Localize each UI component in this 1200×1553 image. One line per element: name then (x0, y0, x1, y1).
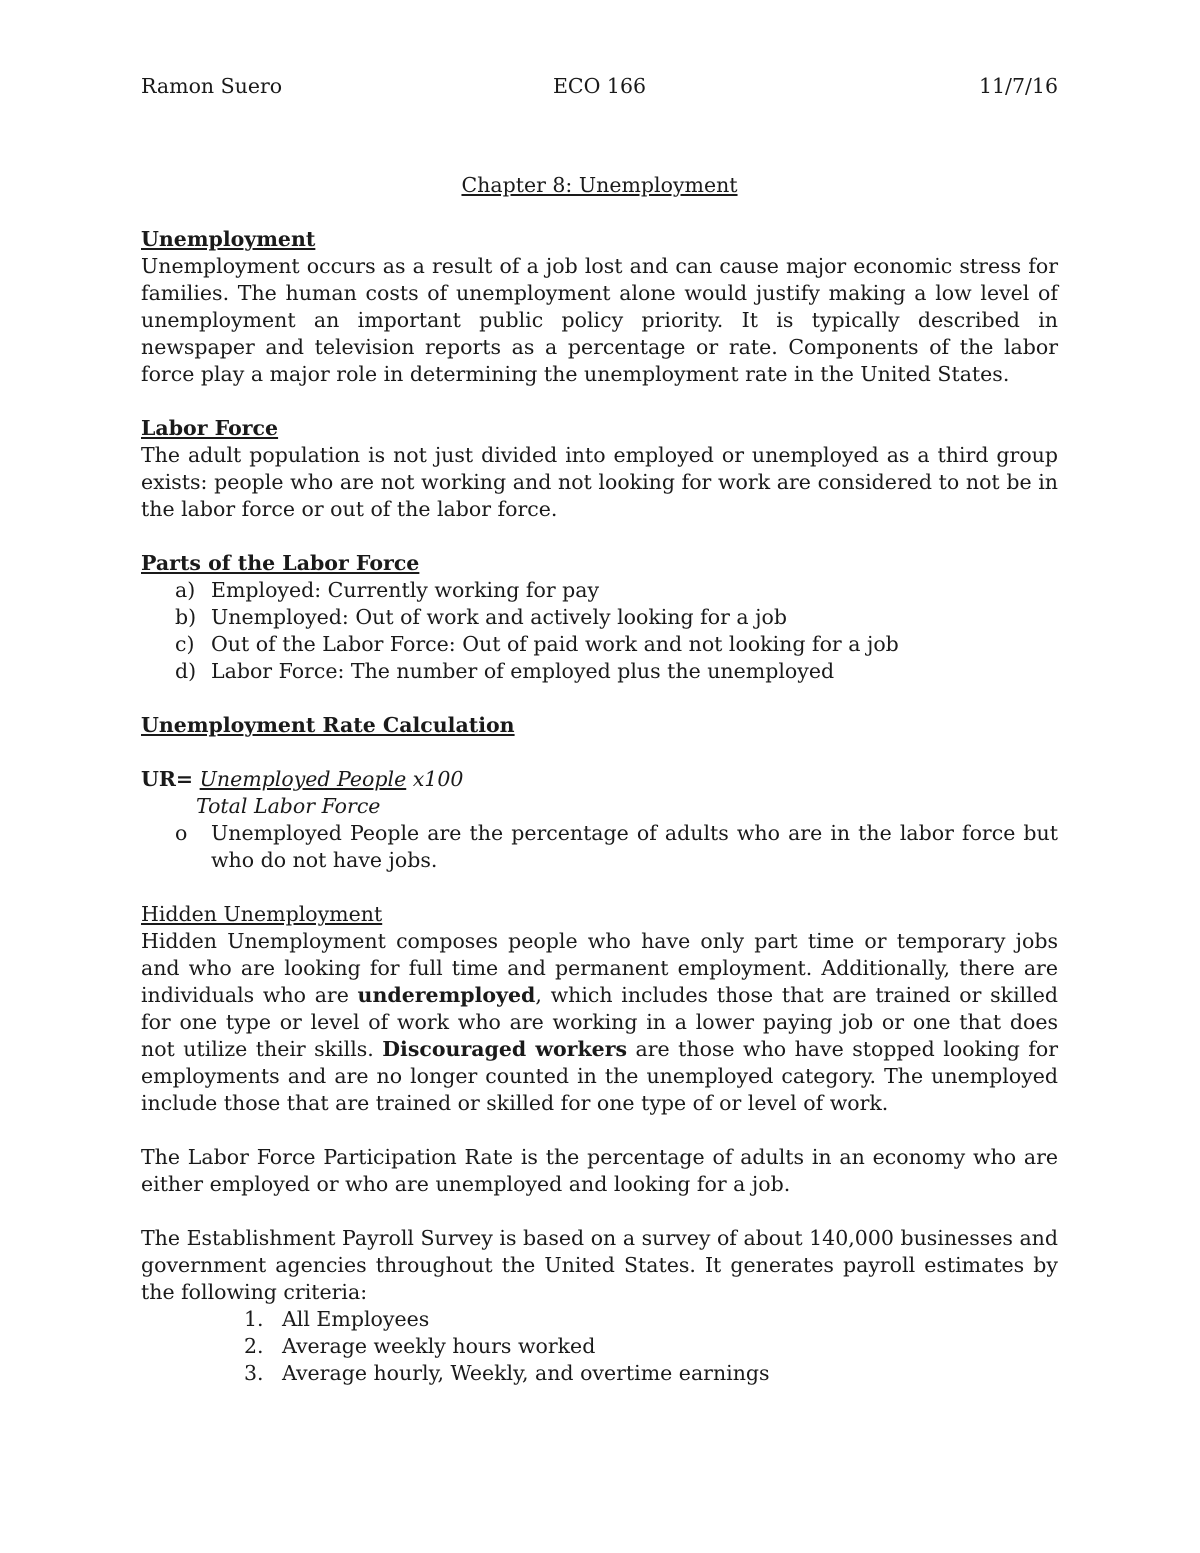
formula-multiplier: x100 (412, 767, 464, 791)
document-body (141, 226, 1058, 1387)
survey-list (141, 1306, 1058, 1387)
rate-bullet (141, 820, 1058, 874)
list-item: a) Employed: Currently working for pay (175, 578, 600, 602)
ur-label: UR= (141, 767, 194, 791)
formula-numerator: Unemployed People (199, 767, 407, 791)
ur-formula (141, 766, 1058, 793)
discouraged-workers-term: Discouraged workers (382, 1037, 628, 1061)
hidden-unemployment-paragraph: Hidden Unemployment composes people who have only part time or temporary jobs and who are looking for full time and permanent employment. Additionally, there are individuals who are underemployed, which includes those that are trained or skilled for one type or level of work who are working in a lower paying job or one that does not utilize their skills. Discouraged workers are those who have stopped looking for employments and are no longer counted in the unemployed category. The unemployed include those that are trained or skilled for one type of or level of work. (141, 929, 1059, 1115)
document-date: 11/7/16 (978, 74, 1058, 98)
list-item: c) Out of the Labor Force: Out of paid work and not looking for a job (175, 632, 899, 656)
parts-heading: Parts of the Labor Force (141, 551, 420, 575)
underemployed-term: underemployed (357, 983, 536, 1007)
list-item: 1. All Employees (244, 1307, 430, 1331)
parts-list (141, 577, 1058, 685)
unemployment-paragraph: Unemployment occurs as a result of a job lost and can cause major economic stress for families. The human costs of unemployment alone would justify making a low level of unemployment an important public policy priority. It is typically described in newspaper and television reports as a percentage or rate. Components of the labor force play a major role in determining the unemployment rate in the United States. (141, 254, 1058, 386)
bullet-text: Unemployed People are the percentage of adults who are in the labor force but who do not have jobs. (211, 821, 1058, 872)
formula-denominator: Total Labor Force (196, 794, 381, 818)
list-item: d) Labor Force: The number of employed plus the unemployed (175, 659, 835, 683)
course-code: ECO 166 (552, 74, 647, 98)
rate-calc-heading: Unemployment Rate Calculation (141, 713, 515, 737)
list-item: 2. Average weekly hours worked (244, 1334, 596, 1358)
bullet-marker: o (175, 821, 188, 845)
participation-paragraph: The Labor Force Participation Rate is the percentage of adults in an economy who are either employed or who are unemployed and looking for a job. (141, 1145, 1058, 1196)
survey-paragraph: The Establishment Payroll Survey is based on a survey of about 140,000 businesses and government agencies throughout the United States. It generates payroll estimates by the following criteria: (141, 1226, 1058, 1304)
list-item: b) Unemployed: Out of work and actively looking for a job (175, 605, 787, 629)
hidden-unemployment-heading: Hidden Unemployment (141, 902, 383, 926)
labor-force-paragraph: The adult population is not just divided into employed or unemployed as a third group exists: people who are not working and not looking for work are considered to not be in the labor force or out of the labor force. (141, 443, 1058, 521)
document-header (141, 73, 1058, 100)
unemployment-heading: Unemployment (141, 227, 316, 251)
labor-force-heading: Labor Force (141, 416, 279, 440)
chapter-title: Chapter 8: Unemployment (461, 173, 738, 197)
list-item: 3. Average hourly, Weekly, and overtime earnings (244, 1361, 770, 1385)
author-name: Ramon Suero (141, 74, 283, 98)
